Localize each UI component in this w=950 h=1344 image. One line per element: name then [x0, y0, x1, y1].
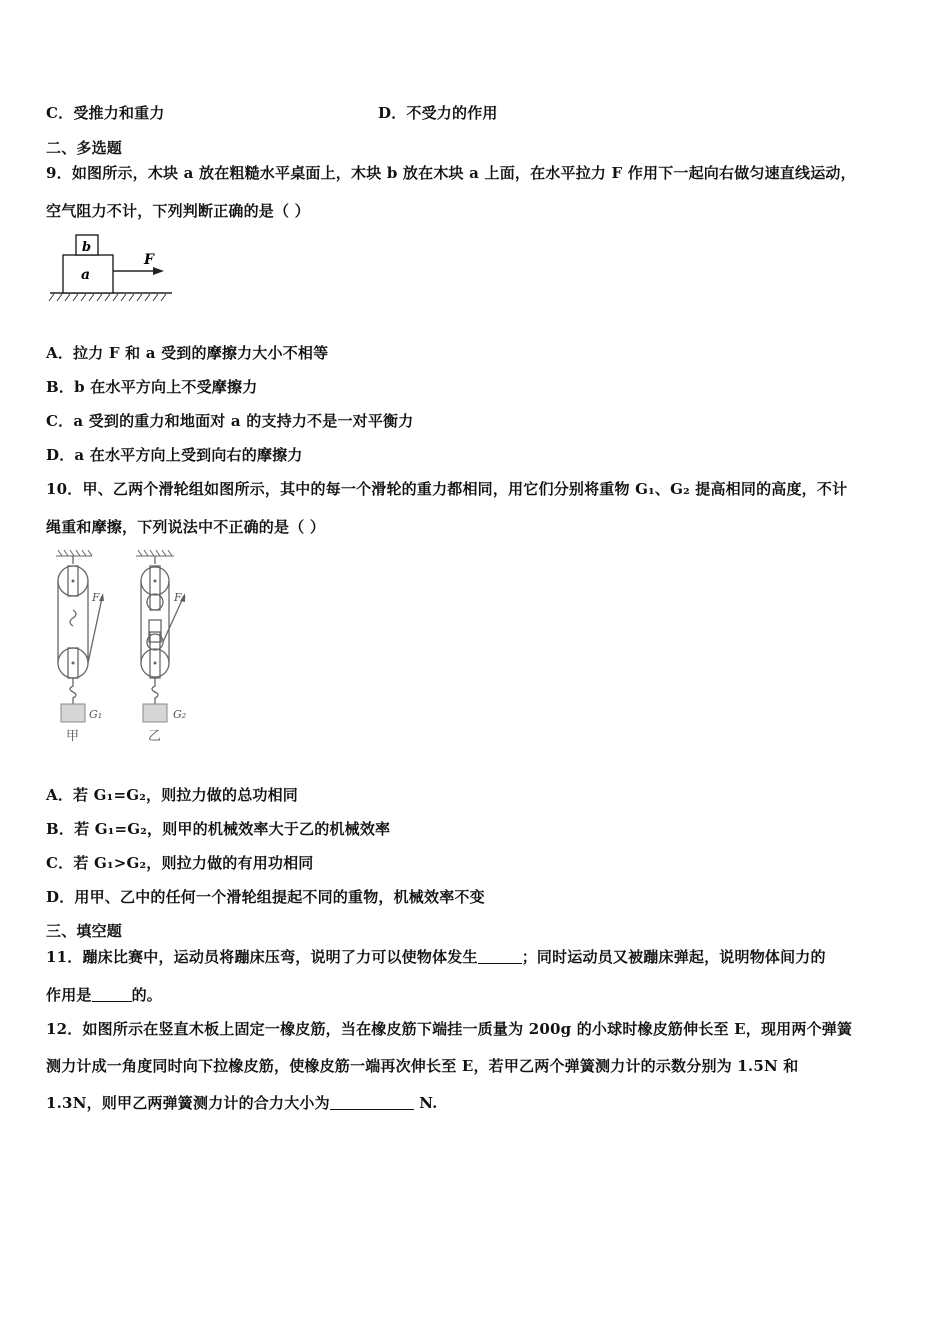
force-label: F — [144, 252, 154, 268]
f1-label: F₁ — [92, 591, 105, 604]
q10-figure-pulleys — [44, 546, 214, 746]
q12-line1: 12．如图所示在竖直木板上固定一橡皮筋，当在橡皮筋下端挂一质量为 200g 的小球时橡皮筋伸长至 E，现用两个弹簧 — [46, 1020, 853, 1038]
q10-stem-line2: 绳重和摩擦，下列说法中不正确的是（ ） — [46, 518, 326, 536]
q9-option-b: B．b 在水平方向上不受摩擦力 — [46, 378, 258, 396]
q9-option-c: C．a 受到的重力和地面对 a 的支持力不是一对平衡力 — [46, 412, 414, 430]
q12-line3 — [46, 1092, 438, 1113]
section-fill-in: 三、填空题 — [46, 922, 123, 940]
q10-stem-line1: 10．甲、乙两个滑轮组如图所示，其中的每一个滑轮的重力都相同，用它们分别将重物 G₁、G₂ 提高相同的高度，不计 — [46, 480, 848, 498]
weight-g2 — [143, 704, 167, 722]
q9-stem-line2: 空气阻力不计，下列判断正确的是（ ） — [46, 202, 310, 220]
q8-option-d: D．不受力的作用 — [378, 104, 498, 122]
q12-text-2: N. — [413, 1094, 438, 1112]
q10-option-b: B．若 G₁=G₂，则甲的机械效率大于乙的机械效率 — [46, 820, 391, 838]
weight-g1 — [61, 704, 85, 722]
q11-text-4: 的。 — [131, 986, 163, 1004]
f2-label: F₂ — [174, 591, 187, 604]
yi-label: 乙 — [148, 729, 162, 744]
q12-text-1: 1.3N，则甲乙两弹簧测力计的合力大小为 — [46, 1094, 330, 1112]
q11-line1 — [46, 946, 826, 967]
q12-line2: 测力计成一角度同时向下拉橡皮筋，使橡皮筋一端再次伸长至 E，若甲乙两个弹簧测力计的示数分别为 1.5N 和 — [46, 1057, 799, 1075]
q9-stem-line1: 9．如图所示，木块 a 放在粗糙水平桌面上，木块 b 放在木块 a 上面，在水平拉力 F 作用下一起向右做匀速直线运动， — [46, 164, 856, 182]
q10-option-d: D．用甲、乙中的任何一个滑轮组提起不同的重物，机械效率不变 — [46, 888, 485, 906]
q12-blank[interactable] — [330, 1095, 414, 1110]
q10-option-a: A．若 G₁=G₂，则拉力做的总功相同 — [46, 786, 298, 804]
q10-option-c: C．若 G₁>G₂，则拉力做的有用功相同 — [46, 854, 314, 872]
q11-line2 — [46, 984, 162, 1005]
g2-label: G₂ — [173, 708, 187, 721]
q9-option-d: D．a 在水平方向上受到向右的摩擦力 — [46, 446, 303, 464]
q11-text-3: 作用是 — [46, 986, 92, 1004]
block-b-label: b — [82, 240, 92, 255]
q11-text-1: 11．蹦床比赛中，运动员将蹦床压弯，说明了力可以使物体发生 — [46, 948, 478, 966]
q8-option-c: C．受推力和重力 — [46, 104, 165, 122]
section-multiple-choice: 二、多选题 — [46, 139, 123, 157]
q9-option-a: A．拉力 F 和 a 受到的摩擦力大小不相等 — [46, 344, 329, 362]
q11-blank-2[interactable] — [92, 987, 132, 1002]
jia-label: 甲 — [66, 729, 80, 744]
q11-blank-1[interactable] — [478, 949, 522, 964]
q9-figure-blocks — [48, 228, 178, 304]
q11-text-2: ；同时运动员又被蹦床弹起，说明物体间力的 — [521, 948, 826, 966]
block-a-label: a — [81, 267, 91, 283]
g1-label: G₁ — [89, 708, 103, 721]
arrow-head-icon — [153, 267, 164, 275]
